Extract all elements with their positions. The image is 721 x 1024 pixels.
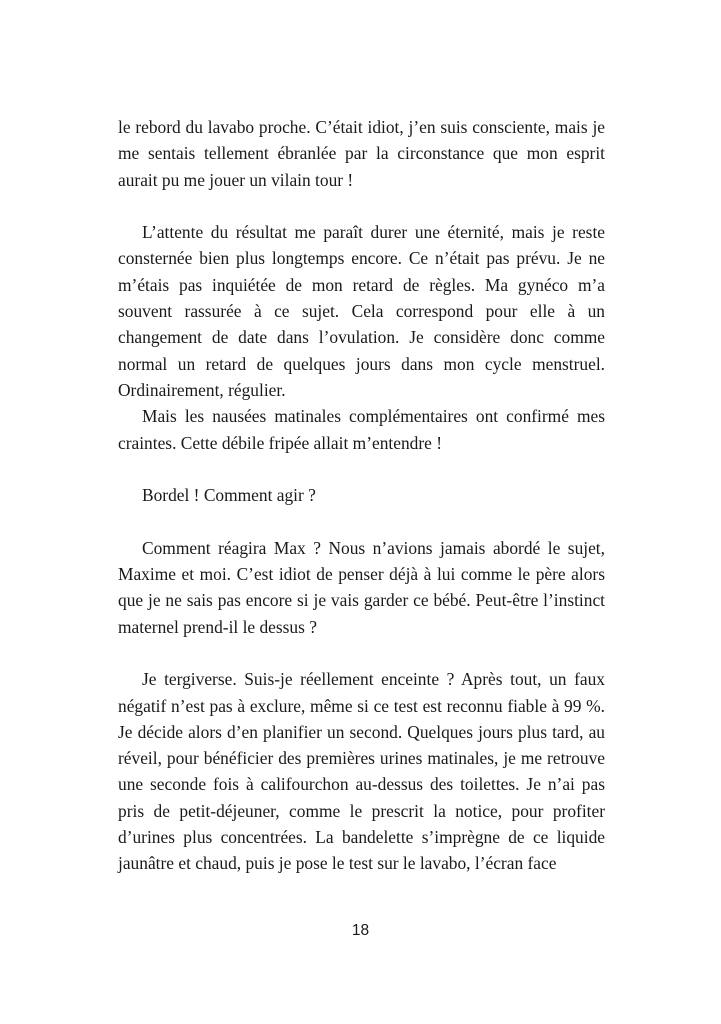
paragraph-3: Mais les nausées matinales complémentaires ont confirmé mes craintes. Cette débile fripée allait m’entendre ! <box>118 406 605 453</box>
paragraph-1: le rebord du lavabo proche. C’était idiot, j’en suis consciente, mais je me sentais tellement ébranlée par la circonstance que mon esprit aurait pu me jouer un vilain tour ! <box>118 117 605 190</box>
page-body <box>118 114 605 877</box>
page-number: 18 <box>351 922 370 939</box>
paragraph-6: Je tergiverse. Suis-je réellement enceinte ? Après tout, un faux négatif n’est pas à exclure, même si ce test est reconnu fiable à 99 %. Je décide alors d’en planifier un second. Quelques jours plus tard, au réveil, pour bénéficier des premières urines matinales, je me retrouve une seconde fois à califourchon au-dessus des toilettes. Je n’ai pas pris de petit-déjeuner, comme le prescrit la notice, pour profiter d’urines plus concentrées. La bandelette s’imprègne de ce liquide jaunâtre et chaud, puis je pose le test sur le lavabo, l’écran face <box>118 669 605 874</box>
paragraph-5: Comment réagira Max ? Nous n’avions jamais abordé le sujet, Maxime et moi. C’est idiot de penser déjà à lui comme le père alors que je ne sais pas encore si je vais garder ce bébé. Peut-être l’instinct maternel prend-il le dessus ? <box>118 537 605 637</box>
paragraph-4: Bordel ! Comment agir ? <box>142 485 316 506</box>
paragraph-2: L’attente du résultat me paraît durer une éternité, mais je reste consternée bien plus longtemps encore. Ce n’était pas prévu. Je ne m’étais pas inquiétée de mon retard de règles. Ma gynéco m’a souvent rassurée à ce sujet. Cela correspond pour elle à un changement de date dans l’ovulation. Je considère donc comme normal un retard de quelques jours dans mon cycle menstruel. Ordinairement, régulier. <box>118 222 605 400</box>
